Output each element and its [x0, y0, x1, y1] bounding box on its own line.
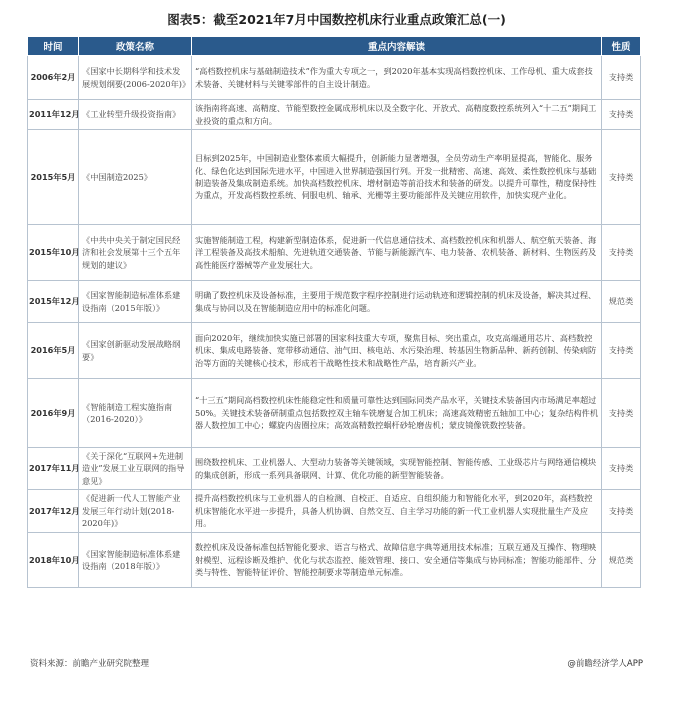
policy-nature-cell: 支持类 [602, 490, 641, 533]
table-row [28, 448, 641, 490]
policy-name-cell: 《国家智能制造标准体系建设指南（2018年版）》 [79, 533, 192, 588]
policy-content-cell: 数控机床及设备标准包括智能化要求、语言与格式、故障信息字典等通用技术标准；互联互通及互操作、物理映射模型、远程诊断及维护、优化与状态监控、能效管理、接口、安全通信等集成与协同标准；智能功能部件、分类与特性、智能特征评价、智能控制要求等制造单元标准。 [192, 533, 602, 588]
policy-name-cell: 《国家中长期科学和技术发展规划纲要(2006-2020年)》 [79, 56, 192, 100]
policy-content-cell: 明确了数控机床及设备标准，主要用于规范数字程序控制进行运动轨迹和逻辑控制的机床及设备，解决其过程、集成与协同以及在智能制造应用中的标准化问题。 [192, 281, 602, 323]
table-body [28, 56, 641, 588]
policy-name-cell: 《国家创新驱动发展战略纲要》 [79, 323, 192, 379]
policy-content-cell: 围绕数控机床、工业机器人、大型动力装备等关键领域，实现智能控制、智能传感、工业级芯片与网络通信模块的集成创新，形成一系列具备联网、计算、优化功能的新型智能装备。 [192, 448, 602, 490]
table-row [28, 281, 641, 323]
policy-time-cell: 2016年5月 [28, 323, 79, 379]
table-header-row [28, 37, 641, 56]
credit-note: @前瞻经济学人APP [567, 659, 643, 669]
policy-content-cell: 面向2020年，继续加快实施已部署的国家科技重大专项，聚焦目标、突出重点，攻克高端通用芯片、高档数控机床、集成电路装备、宽带移动通信、油气田、核电站、水污染治理、转基因生物新品种、新药创制、传染病防治等方面的关键核心技术，形成若干战略性技术和战略性产品，培育新兴产业。 [192, 323, 602, 379]
policy-content-cell: 提升高档数控机床与工业机器人的自检测、自校正、自适应、自组织能力和智能化水平，到2020年，高档数控机床智能化水平进一步提升，具备人机协调、自然交互、自主学习功能的新一代工业机器人实现批量生产及应用。 [192, 490, 602, 533]
policy-nature-cell: 支持类 [602, 225, 641, 281]
policy-name-cell: 《促进新一代人工智能产业发展三年行动计划(2018-2020年)》 [79, 490, 192, 533]
policy-nature-cell: 规范类 [602, 533, 641, 588]
table-title: 图表5：截至2021年7月中国数控机床行业重点政策汇总(一) [167, 12, 506, 27]
policy-content-cell: “十三五”期间高档数控机床性能稳定性和质量可靠性达到国际同类产品水平，关键技术装备国内市场满足率超过50%。关键技术装备研制重点包括数控双主轴车铣磨复合加工机床；高速高效精密五轴加工中心；复杂结构件机器人数控加工中心；螺旋内齿圈拉床；高效高精数控蜗杆砂轮磨齿机；蒙皮镜像铣数控装备。 [192, 379, 602, 448]
policy-time-cell: 2017年12月 [28, 490, 79, 533]
table-row [28, 130, 641, 225]
policy-content-cell: “高档数控机床与基础制造技术”作为重大专项之一，到2020年基本实现高档数控机床、工作母机、重大成套技术装备、关键材料与关键零部件的自主设计制造。 [192, 56, 602, 100]
table-row [28, 490, 641, 533]
table-row [28, 56, 641, 100]
policy-time-cell: 2018年10月 [28, 533, 79, 588]
column-header-policy-name: 政策名称 [79, 37, 192, 56]
policy-time-cell: 2016年9月 [28, 379, 79, 448]
policy-content-cell: 目标到2025年，中国制造业整体素质大幅提升，创新能力显著增强，全员劳动生产率明显提高，智能化、服务化、绿色化达到国际先进水平，中国进入世界制造强国行列。开发一批精密、高速、高效、柔性数控机床与基础制造装备及集成制造系统。加快高档数控机床、增材制造等前沿技术和装备的研发。以提升可靠性，精度保持性为重点，开发高档数控系统、伺服电机、轴承、光栅等主要功能部件及关键应用软件，加快实现产业化。 [192, 130, 602, 225]
policy-nature-cell: 支持类 [602, 448, 641, 490]
policy-name-cell: 《智能制造工程实施指南（2016-2020）》 [79, 379, 192, 448]
policy-nature-cell: 支持类 [602, 379, 641, 448]
table-row [28, 379, 641, 448]
policy-nature-cell: 支持类 [602, 323, 641, 379]
table-row [28, 533, 641, 588]
policy-time-cell: 2015年12月 [28, 281, 79, 323]
policy-time-cell: 2006年2月 [28, 56, 79, 100]
table-row [28, 100, 641, 130]
policy-nature-cell: 支持类 [602, 100, 641, 130]
policy-time-cell: 2011年12月 [28, 100, 79, 130]
policy-time-cell: 2015年5月 [28, 130, 79, 225]
column-header-content: 重点内容解读 [192, 37, 602, 56]
policy-name-cell: 《中共中央关于制定国民经济和社会发展第十三个五年规划的建议》 [79, 225, 192, 281]
policy-name-cell: 《国家智能制造标准体系建设指南（2015年版）》 [79, 281, 192, 323]
policy-nature-cell: 支持类 [602, 130, 641, 225]
source-note: 资料来源：前瞻产业研究院整理 [30, 659, 150, 669]
policy-name-cell: 《中国制造2025》 [79, 130, 192, 225]
policy-time-cell: 2015年10月 [28, 225, 79, 281]
column-header-nature: 性质 [602, 37, 641, 56]
policy-content-cell: 该指南将高速、高精度、节能型数控金属成形机床以及全数字化、开放式、高精度数控系统列入“十二五”期间工业投资的重点和方向。 [192, 100, 602, 130]
column-header-time: 时间 [28, 37, 79, 56]
policy-name-cell: 《工业转型升级投资指南》 [79, 100, 192, 130]
table-row [28, 323, 641, 379]
policy-content-cell: 实施智能制造工程，构建新型制造体系，促进新一代信息通信技术、高档数控机床和机器人、航空航天装备、海洋工程装备及高技术船舶、先进轨道交通装备、节能与新能源汽车、电力装备、农机装备、新材料、生物医药及高性能医疗器械等产业发展壮大。 [192, 225, 602, 281]
policy-time-cell: 2017年11月 [28, 448, 79, 490]
table-row [28, 225, 641, 281]
policy-nature-cell: 规范类 [602, 281, 641, 323]
policy-name-cell: 《关于深化“互联网+先进制造业”发展工业互联网的指导意见》 [79, 448, 192, 490]
policy-nature-cell: 支持类 [602, 56, 641, 100]
policy-table [27, 36, 641, 588]
